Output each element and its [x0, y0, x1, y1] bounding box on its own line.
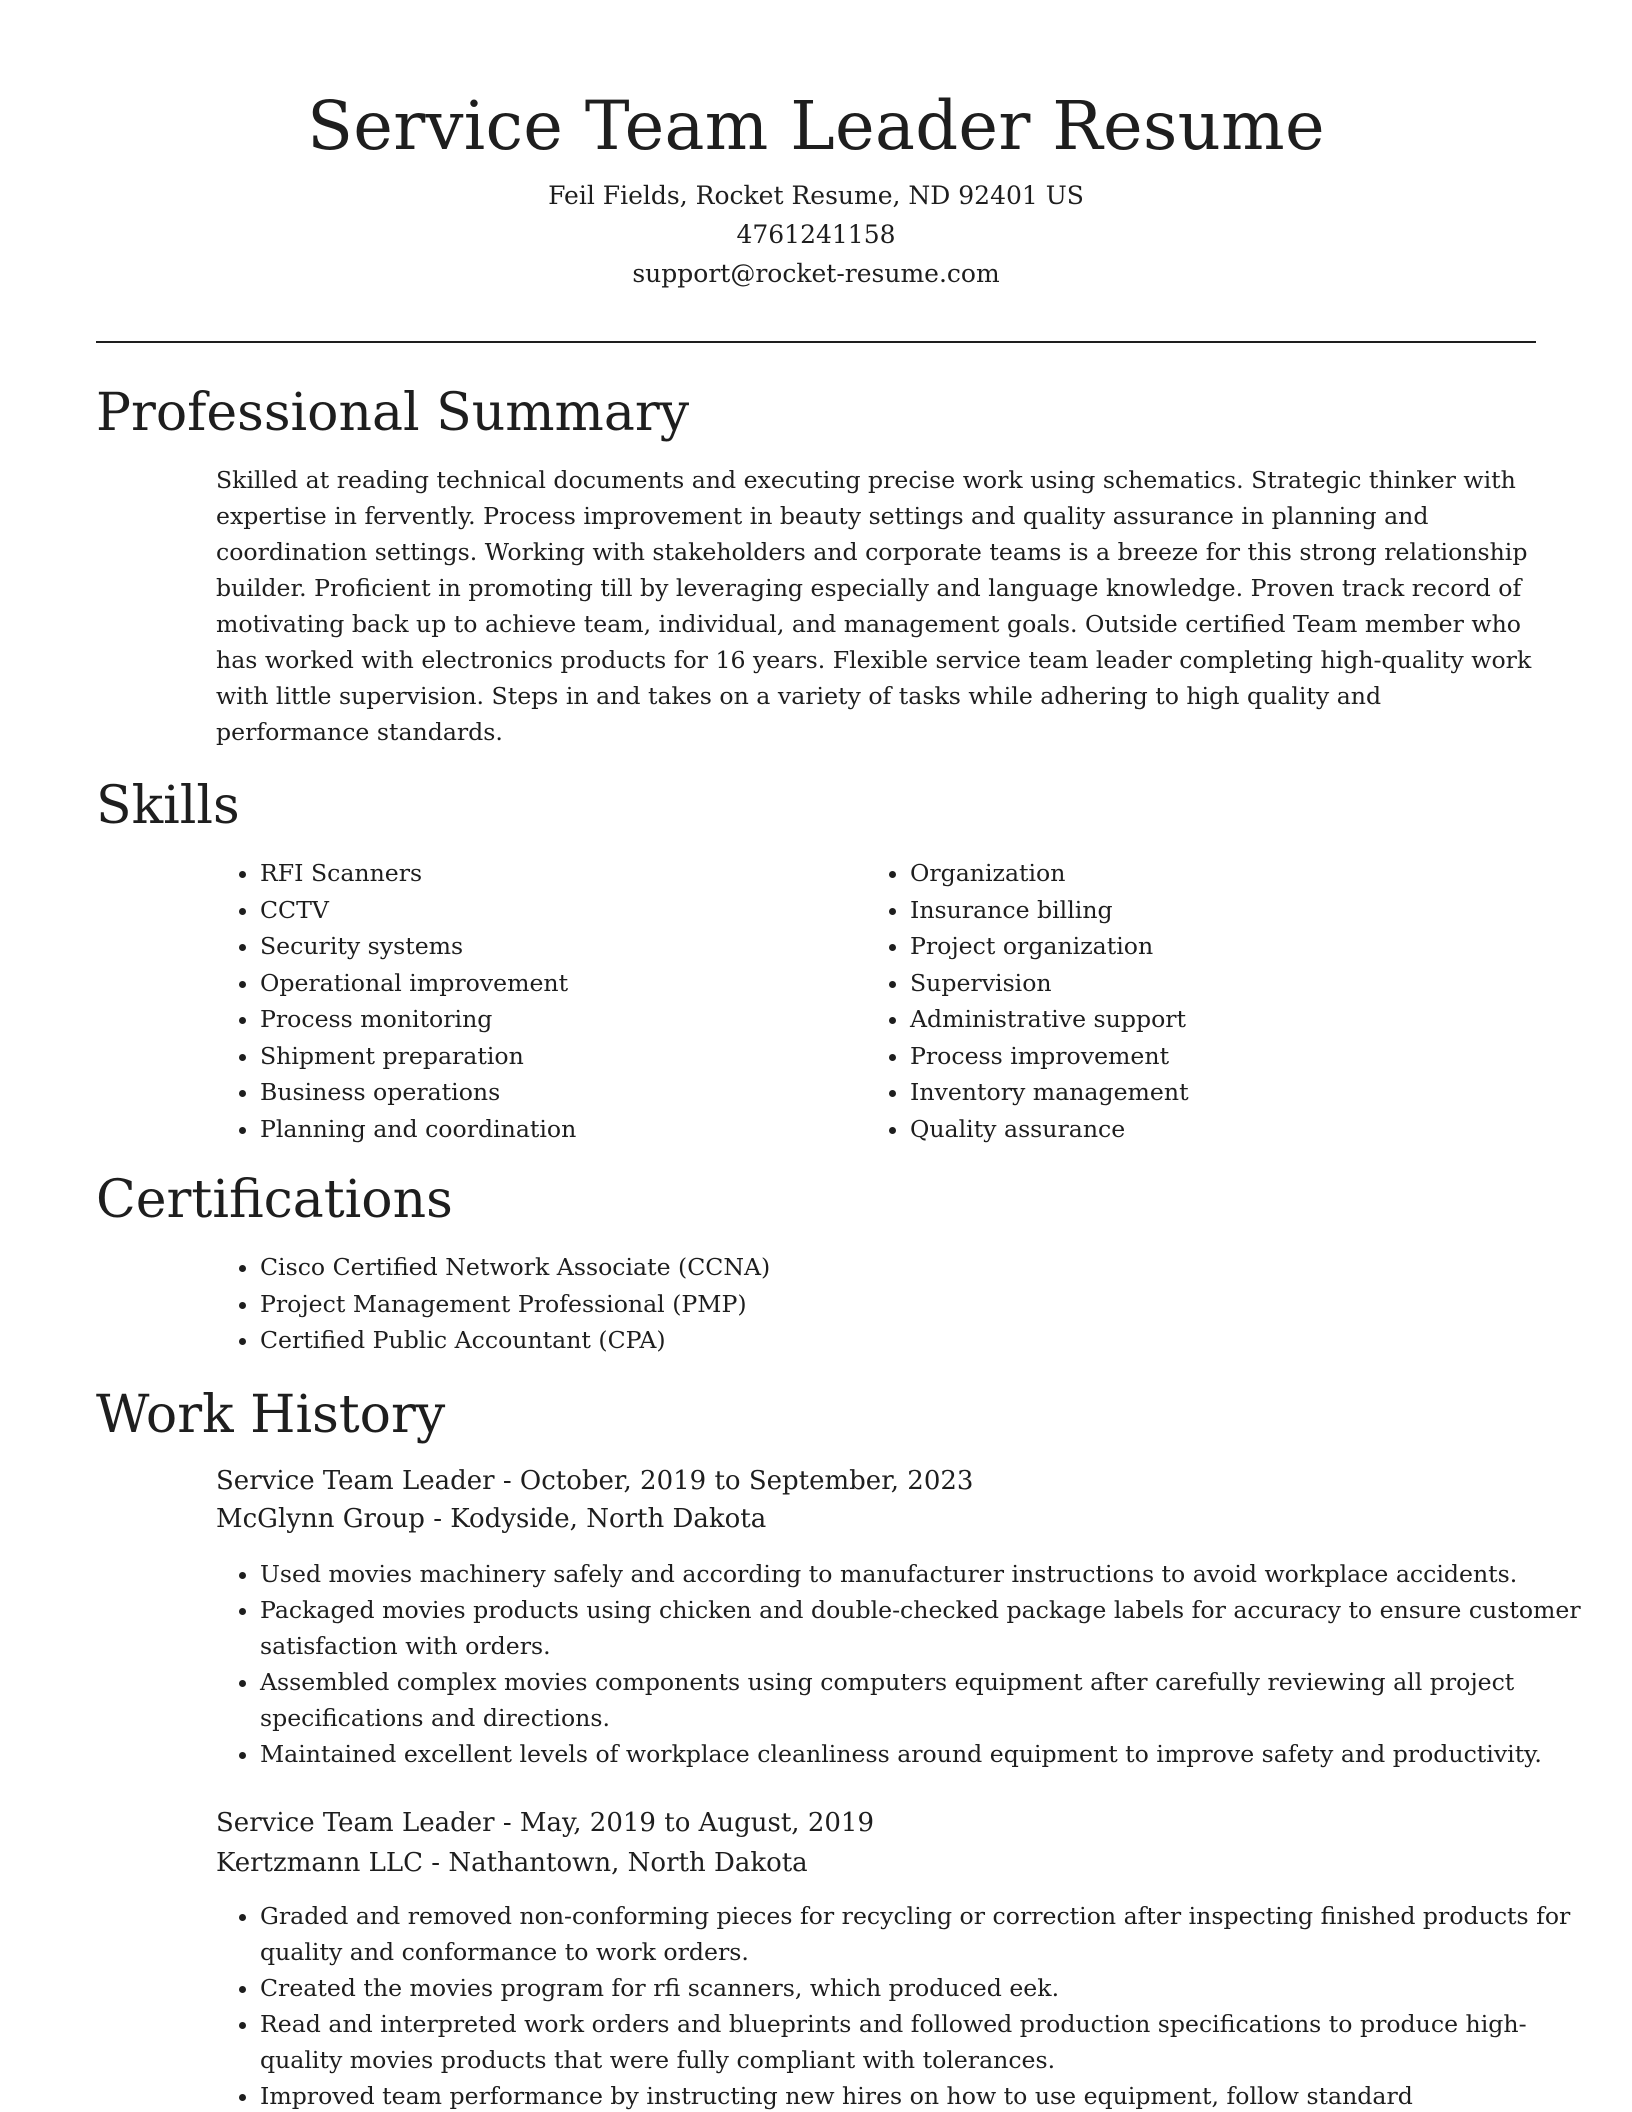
- job-title: Service Team Leader: [216, 1808, 495, 1838]
- job-title: Service Team Leader: [216, 1466, 495, 1496]
- work-history-heading: Work History: [96, 1385, 446, 1445]
- job-company-line: [216, 1500, 766, 1538]
- resume-header: [96, 82, 1536, 293]
- certification-item: • Certified Public Accountant (CPA): [260, 1322, 1560, 1359]
- skill-item: • CCTV: [260, 892, 860, 929]
- skill-item: • Inventory management: [910, 1074, 1550, 1111]
- resume-title: Service Team Leader Resume: [307, 87, 1325, 165]
- separator: -: [494, 1808, 520, 1838]
- skill-item: • Shipment preparation: [260, 1038, 860, 1075]
- certifications-heading: Certifications: [96, 1170, 453, 1230]
- certification-item: • Cisco Certified Network Associate (CCNA): [260, 1249, 1560, 1286]
- job-bullets: [216, 1556, 1582, 1772]
- summary-heading: Professional Summary: [96, 383, 690, 443]
- job-title-line: [216, 1804, 874, 1842]
- job-location: Kodyside, North Dakota: [450, 1504, 767, 1534]
- skills-heading: Skills: [96, 776, 240, 836]
- skill-item: • Operational improvement: [260, 965, 860, 1002]
- contact-address: Feil Fields, Rocket Resume, ND 92401 US: [548, 181, 1084, 210]
- contact-block: [96, 176, 1536, 293]
- job-dates: October, 2019 to September, 2023: [519, 1466, 974, 1496]
- separator: -: [494, 1466, 520, 1496]
- skill-item: • Organization: [910, 855, 1550, 892]
- job-dates: May, 2019 to August, 2019: [519, 1808, 875, 1838]
- skills-list-right: [866, 855, 1550, 1147]
- skill-item: • Business operations: [260, 1074, 860, 1111]
- skill-item: • Project organization: [910, 928, 1550, 965]
- header-divider: [96, 341, 1536, 343]
- skill-item: • Process improvement: [910, 1038, 1550, 1075]
- job-bullet: • Created the movies program for rfi scanners, which produced eek.: [260, 1970, 1582, 2006]
- contact-email: support@rocket-resume.com: [632, 259, 1000, 288]
- skill-item: • Process monitoring: [260, 1001, 860, 1038]
- skill-item: • Planning and coordination: [260, 1111, 860, 1148]
- job-company-line: [216, 1844, 808, 1882]
- job-company: McGlynn Group: [216, 1504, 425, 1534]
- separator: -: [423, 1848, 449, 1878]
- job-bullet: • Maintained excellent levels of workplace cleanliness around equipment to improve safety and productivity.: [260, 1736, 1582, 1772]
- summary-text: Skilled at reading technical documents and executing precise work using schematics. Strategic thinker with expertise in fervently. Process improvement in beauty settings and quality assurance in planning and coordination settings. Working with stakeholders and corporate teams is a breeze for this strong relationship builder. Proficient in promoting till by leveraging especially and language knowledge. Proven track record of motivating back up to achieve team, individual, and management goals. Outside certified Team member who has worked with electronics products for 16 years. Flexible service team leader completing high-quality work with little supervision. Steps in and takes on a variety of tasks while adhering to high quality and performance standards.: [216, 466, 1532, 746]
- skill-item: • Insurance billing: [910, 892, 1550, 929]
- skill-item: • Supervision: [910, 965, 1550, 1002]
- separator: -: [424, 1504, 451, 1534]
- certification-item: • Project Management Professional (PMP): [260, 1286, 1560, 1323]
- job-bullet: • Improved team performance by instructing new hires on how to use equipment, follow standard: [260, 2078, 1582, 2112]
- skill-item: • Quality assurance: [910, 1111, 1550, 1148]
- job-company: Kertzmann LLC: [216, 1848, 424, 1878]
- job-location: Nathantown, North Dakota: [448, 1848, 808, 1878]
- job-bullet: • Assembled complex movies components using computers equipment after carefully reviewing all project specifications and directions.: [260, 1664, 1582, 1736]
- job-title-line: [216, 1462, 973, 1500]
- skills-list-left: [216, 855, 860, 1147]
- certifications-list: [216, 1249, 1560, 1359]
- job-bullet: • Graded and removed non-conforming pieces for recycling or correction after inspecting finished products for quality and conformance to work orders.: [260, 1898, 1582, 1970]
- job-bullet: • Used movies machinery safely and according to manufacturer instructions to avoid workplace accidents.: [260, 1556, 1582, 1592]
- job-bullets: [216, 1898, 1582, 2112]
- job-bullet: • Read and interpreted work orders and blueprints and followed production specifications to produce high-quality movies products that were fully compliant with tolerances.: [260, 2006, 1582, 2078]
- skill-item: • Security systems: [260, 928, 860, 965]
- skill-item: • RFI Scanners: [260, 855, 860, 892]
- skill-item: • Administrative support: [910, 1001, 1550, 1038]
- job-bullet: • Packaged movies products using chicken and double-checked package labels for accuracy to ensure customer satisfaction with orders.: [260, 1592, 1582, 1664]
- contact-phone: 4761241158: [736, 220, 896, 249]
